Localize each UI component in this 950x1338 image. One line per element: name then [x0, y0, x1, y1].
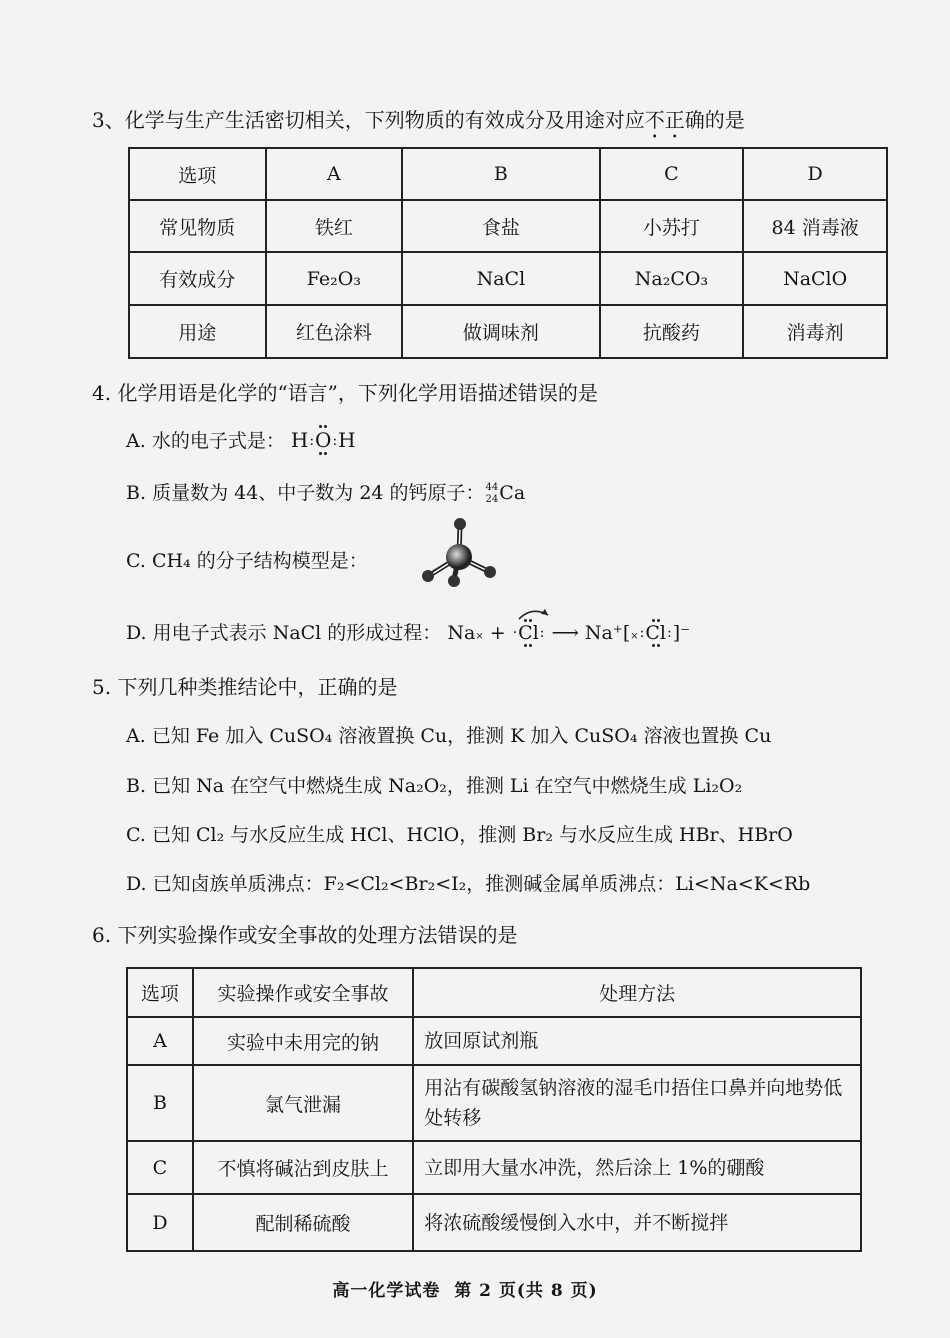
table-cell: 84 消毒液	[743, 200, 887, 252]
question-3-table	[128, 147, 888, 359]
ion: Na⁺	[584, 622, 623, 644]
option-5c	[126, 820, 793, 847]
table-cell: Na₂CO₃	[600, 252, 744, 305]
table-header: 选项	[127, 968, 193, 1017]
table-row	[127, 1194, 861, 1251]
bracket: [	[622, 622, 631, 644]
arrow-icon: ⟶	[551, 622, 579, 644]
table-cell: 氯气泄漏	[193, 1065, 413, 1141]
table-row	[129, 200, 887, 252]
electron-mark: ·	[512, 625, 518, 641]
nacl-formation-formula	[447, 622, 690, 644]
option-4a	[126, 426, 356, 453]
atom-with-lone-pairs	[315, 428, 331, 452]
stem-text: 化学与生产生活密切相关，下列物质的有效成分及用途对应	[124, 108, 645, 132]
atomic-number: 24	[485, 494, 499, 505]
table-row	[129, 252, 887, 305]
option-text: 质量数为 44、中子数为 24 的钙原子：	[152, 482, 485, 504]
option-label: C.	[126, 550, 146, 572]
table-header: A	[266, 148, 403, 200]
atom: Cl	[518, 622, 539, 644]
methane-ball-stick-model	[412, 515, 502, 590]
electron-mark: ×	[630, 631, 639, 642]
table-row	[127, 1065, 861, 1141]
table-cell: NaCl	[402, 252, 599, 305]
stem-text: 下列实验操作或安全事故的处理方法错误的是	[117, 923, 518, 947]
option-text: 已知 Fe 加入 CuSO₄ 溶液置换 Cu，推测 K 加入 CuSO₄ 溶液也置换 Cu	[151, 725, 772, 747]
lone-pair-dots	[319, 425, 322, 428]
table-cell: 配制稀硫酸	[193, 1194, 413, 1251]
table-cell: D	[127, 1194, 193, 1251]
option-label: D.	[126, 622, 147, 644]
table-cell: 消毒剂	[743, 305, 887, 358]
stem-text: 化学用语是化学的“语言”，下列化学用语描述错误的是	[117, 381, 598, 405]
question-4-stem	[92, 377, 598, 406]
option-4d	[126, 618, 690, 645]
table-cell: 用途	[129, 305, 266, 358]
table-cell: B	[127, 1065, 193, 1141]
option-text: 用电子式表示 NaCl 的形成过程：	[152, 622, 442, 644]
plus-sign: +	[489, 622, 506, 644]
atom-with-lone-pairs	[645, 622, 666, 644]
option-5a	[126, 721, 771, 748]
table-cell: 食盐	[402, 200, 599, 252]
table-cell: 用沾有碳酸氢钠溶液的湿毛巾捂住口鼻并向地势低处转移	[413, 1065, 861, 1141]
electron-pair: :	[667, 625, 672, 641]
electron-pair: :	[539, 625, 545, 641]
atom: H	[290, 428, 309, 452]
table-header: B	[402, 148, 599, 200]
lone-pair-dots	[652, 644, 655, 647]
option-label: C.	[126, 824, 146, 846]
table-header: C	[600, 148, 744, 200]
option-5d	[126, 869, 810, 896]
table-cell: C	[127, 1141, 193, 1194]
table-cell: 铁红	[266, 200, 403, 252]
atom: Na	[447, 622, 476, 644]
lone-pair-dots	[524, 644, 527, 647]
table-cell: 不慎将碱沾到皮肤上	[193, 1141, 413, 1194]
table-cell: 做调味剂	[402, 305, 599, 358]
electron-transfer-arrow-icon	[516, 606, 552, 620]
electron-pair: :	[639, 625, 645, 641]
option-label: A.	[126, 725, 146, 747]
stem-text: 确的是	[684, 108, 745, 132]
table-header: D	[743, 148, 887, 200]
nuclide-numbers	[486, 482, 499, 506]
element-symbol: Ca	[499, 482, 526, 504]
option-4b	[126, 478, 525, 506]
stem-text: 下列几种类推结论中，正确的是	[117, 675, 398, 699]
question-5-stem	[92, 671, 397, 700]
question-6-stem	[92, 919, 517, 948]
table-cell: A	[127, 1017, 193, 1065]
emphasized-text: 不正	[644, 108, 685, 132]
atom: O	[315, 428, 332, 452]
table-cell: NaClO	[743, 252, 887, 305]
bracket: ]	[672, 622, 681, 644]
charge: ⁻	[680, 622, 691, 644]
table-header: 处理方法	[413, 968, 861, 1017]
table-header: 选项	[129, 148, 266, 200]
table-cell: 实验中未用完的钠	[193, 1017, 413, 1065]
question-number: 3、	[92, 108, 125, 132]
mass-number: 44	[485, 482, 499, 493]
atom: Cl	[645, 622, 666, 644]
lone-pair-dots	[319, 452, 322, 455]
electron-pair: :	[309, 433, 315, 449]
atom: H	[338, 428, 356, 452]
option-text: 水的电子式是：	[151, 430, 285, 452]
table-header: 实验操作或安全事故	[193, 968, 413, 1017]
option-5b	[126, 771, 742, 798]
table-header-row	[127, 968, 861, 1017]
table-row	[129, 305, 887, 358]
question-6-table	[126, 967, 862, 1252]
table-cell: 有效成分	[129, 252, 266, 305]
option-4c	[126, 546, 368, 573]
question-number: 5.	[92, 675, 112, 699]
page-footer: 高一化学试卷 第 2 页(共 8 页)	[332, 1281, 598, 1301]
option-text: 已知卤族单质沸点：F₂<Cl₂<Br₂<I₂，推测碱金属单质沸点：Li<Na<K<Rb	[152, 873, 811, 895]
electron-pair: :	[332, 433, 338, 449]
table-cell: 常见物质	[129, 200, 266, 252]
option-text: 已知 Cl₂ 与水反应生成 HCl、HClO，推测 Br₂ 与水反应生成 HBr、HBrO	[151, 824, 793, 846]
option-text: 已知 Na 在空气中燃烧生成 Na₂O₂，推测 Li 在空气中燃烧生成 Li₂O₂	[152, 775, 743, 797]
table-cell: 将浓硫酸缓慢倒入水中，并不断搅拌	[413, 1194, 861, 1251]
question-number: 4.	[92, 381, 112, 405]
question-3-stem	[92, 104, 745, 143]
table-row	[127, 1017, 861, 1065]
table-cell: 红色涂料	[266, 305, 403, 358]
option-label: B.	[126, 482, 147, 504]
lone-pair-dots	[652, 619, 655, 622]
table-cell: 立即用大量水冲洗，然后涂上 1%的硼酸	[413, 1141, 861, 1194]
table-header-row	[129, 148, 887, 200]
table-cell: 小苏打	[600, 200, 744, 252]
table-row	[127, 1141, 861, 1194]
option-label: A.	[126, 430, 146, 452]
electron-mark: ×	[475, 631, 484, 642]
option-label: D.	[126, 873, 147, 895]
option-label: B.	[126, 775, 147, 797]
atom-with-lone-pairs	[518, 622, 539, 644]
option-text: CH₄ 的分子结构模型是：	[151, 550, 368, 572]
water-electron-formula	[291, 428, 356, 452]
question-number: 6.	[92, 923, 112, 947]
table-cell: 抗酸药	[600, 305, 744, 358]
table-cell: Fe₂O₃	[266, 252, 403, 305]
table-cell: 放回原试剂瓶	[413, 1017, 861, 1065]
